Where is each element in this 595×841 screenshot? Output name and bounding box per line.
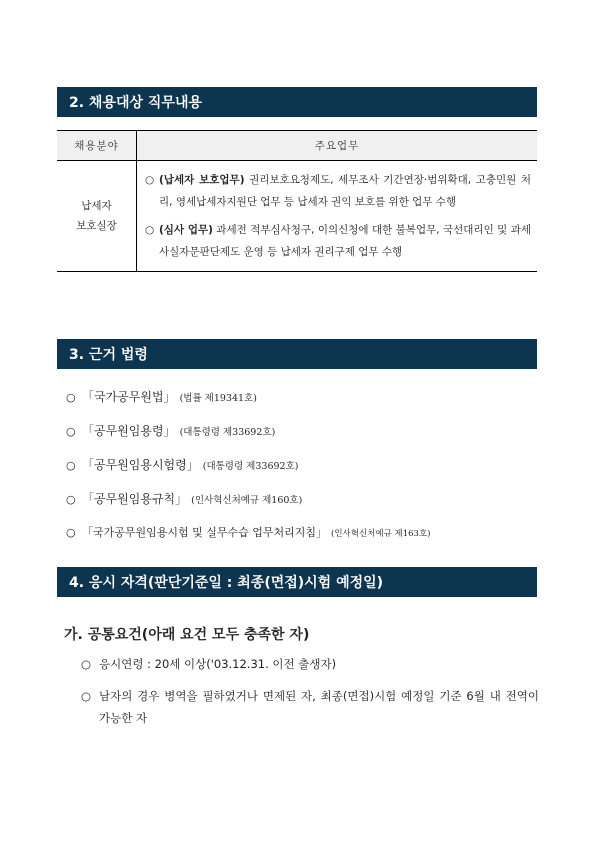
- table-row: [57, 161, 537, 272]
- duty-table: [57, 130, 537, 272]
- circle-bullet-icon: ○: [66, 425, 76, 438]
- duty-item: [145, 219, 531, 263]
- section-3-title: 3. 근거 법령: [69, 347, 148, 363]
- field-cell: [57, 161, 137, 272]
- header-duties: 주요업무: [137, 131, 538, 161]
- section-3-heading: [57, 339, 537, 369]
- circle-bullet-icon: ○: [66, 459, 76, 472]
- circle-bullet-icon: ○: [145, 174, 155, 186]
- field-line-2: 보호실장: [76, 220, 117, 232]
- law-item: [66, 456, 298, 473]
- subsection-heading: 가. 공통요건(아래 요건 모두 충족한 자): [64, 627, 310, 643]
- circle-bullet-icon: ○: [66, 526, 76, 539]
- circle-bullet-icon: ○: [81, 657, 92, 671]
- law-note: (법률 제19341호): [179, 393, 257, 404]
- circle-bullet-icon: ○: [66, 493, 76, 506]
- law-name: 「공무원임용령」: [82, 424, 176, 438]
- duty-label: (납세자 보호업무): [159, 174, 245, 186]
- law-item: [66, 422, 275, 439]
- duties-cell: [137, 161, 538, 272]
- circle-bullet-icon: ○: [145, 224, 155, 236]
- duty-description: 권리보호요청제도, 세무조사 기간연장·범위확대, 고충민원 처리, 영세납세자지원단 업무 등 납세자 권익 보호를 위한 업무 수행: [159, 174, 531, 208]
- law-note: (인사혁신처예규 제163호): [331, 529, 431, 539]
- requirement-item: [81, 685, 539, 729]
- table-header-row: [57, 131, 537, 161]
- section-2-heading: [57, 87, 537, 117]
- law-item: [66, 388, 257, 405]
- law-name: 「국가공무원임용시험 및 실무수습 업무처리지침」: [82, 526, 328, 539]
- duty-text: [159, 169, 531, 213]
- duty-text: [159, 219, 531, 263]
- duty-item: [145, 169, 531, 213]
- field-line-1: 납세자: [81, 200, 112, 212]
- law-name: 「공무원임용시험령」: [82, 458, 199, 472]
- duty-description: 과세전 적부심사청구, 이의신청에 대한 불복업무, 국선대리인 및 과세사실자문판단제도 운영 등 납세자 권리구제 업무 수행: [159, 224, 531, 258]
- header-field: 채용분야: [57, 131, 137, 161]
- law-name: 「공무원임용규칙」: [82, 492, 188, 506]
- section-4-heading: [57, 567, 537, 597]
- section-2-title: 2. 채용대상 직무내용: [69, 95, 202, 111]
- law-item: [66, 524, 430, 540]
- section-4-title: 4. 응시 자격(판단기준일 : 최종(면접)시험 예정일): [69, 575, 384, 591]
- requirement-text: 남자의 경우 병역을 필하였거나 면제된 자, 최종(면접)시험 예정일 기준 6월 내 전역이 가능한 자: [99, 689, 539, 725]
- circle-bullet-icon: ○: [66, 391, 76, 404]
- law-item: [66, 490, 302, 507]
- law-name: 「국가공무원법」: [82, 390, 176, 404]
- law-note: (인사혁신처예규 제160호): [191, 495, 303, 506]
- requirement-text: 응시연령 : 20세 이상('03.12.31. 이전 출생자): [99, 657, 337, 671]
- law-note: (대통령령 제33692호): [179, 427, 276, 438]
- duty-label: (심사 업무): [159, 224, 213, 236]
- law-note: (대통령령 제33692호): [202, 461, 299, 472]
- requirement-item: [81, 653, 539, 675]
- circle-bullet-icon: ○: [81, 689, 92, 703]
